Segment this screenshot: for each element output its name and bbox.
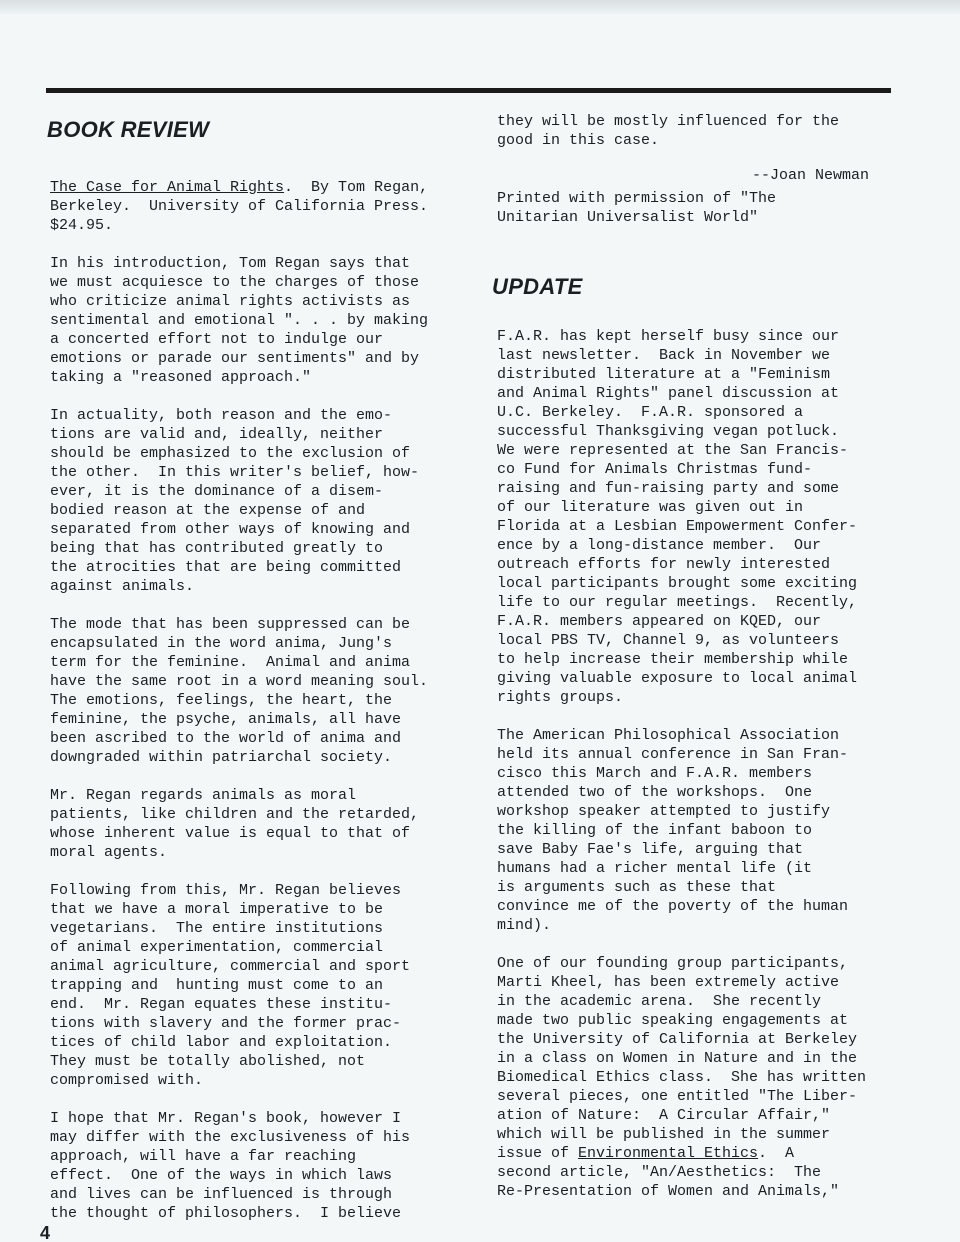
page-top-edge: [0, 0, 960, 14]
review-paragraph: The mode that has been suppressed can be encapsulated in the word anima, Jung's term for the feminine. Animal and anima have the same root in a word meaning soul. The emotions, feelings, the heart, the feminine, the psyche, animals, all have been ascribed to the world of anima and downgraded within patriarchal society.: [50, 616, 429, 766]
review-paragraph: Following from this, Mr. Regan believes that we have a moral imperative to be vegetarians. The entire institutions of animal experimentation, commercial animal agriculture, commercial and sport trapping and hunting must come to an end. Mr. Regan equates these institu- tions with slavery and the former prac- tices of child labor and exploitation. They must be totally abolished, not compromised with.: [50, 882, 411, 1089]
update-text: . A second article, "An/Aesthetics: The Re-Presentation of Women and Animals,": [497, 1145, 840, 1200]
review-paragraph: In his introduction, Tom Regan says that we must acquiesce to the charges of those who criticize animal rights activists as sentimental and emotional ". . . by making a concerted effort not to indulge our emotions or parade our sentiments" and by taking a "reasoned approach.": [50, 255, 429, 386]
book-citation: [50, 178, 460, 235]
update-text: One of our founding group participants, Marti Kheel, has been extremely active in the academic arena. She recently made two public speaking engagements at the University of California at Berkeley in a class on Women in Nature and in the Biomedical Ethics class. She has written several pieces, one entitled "The Liber- ation of Nature: A Circular Affair," which will be published in the summer issue of: [497, 955, 867, 1162]
book-author: . By Tom Regan,: [284, 179, 429, 196]
reprint-permission: Printed with permission of "The Unitarian Universalist World": [497, 190, 777, 226]
book-price: $24.95.: [50, 217, 114, 234]
update-paragraph: The American Philosophical Association held its annual conference in San Fran- cisco this March and F.A.R. members attended two of the workshops. One workshop speaker attempted to justify the killing of the infant baboon to save Baby Fae's life, arguing that humans had a richer mental life (it is arguments such as these that convince me of the poverty of the human mind).: [497, 727, 849, 934]
book-review-heading: BOOK REVIEW: [47, 117, 210, 142]
update-heading: UPDATE: [492, 274, 583, 299]
review-signature: --Joan Newman: [751, 167, 869, 184]
right-column: [492, 112, 897, 1220]
book-title: The Case for Animal Rights: [50, 179, 285, 196]
book-publisher: Berkeley. University of California Press.: [50, 198, 429, 215]
page-number: 4: [40, 1224, 51, 1240]
update-paragraph: [497, 954, 897, 1201]
review-continuation: they will be mostly influenced for the good in this case.: [497, 113, 840, 149]
review-paragraph: I hope that Mr. Regan's book, however I may differ with the exclusiveness of his approach, will have a far reaching effect. One of the ways in which laws and lives can be influenced is through the thought of philosophers. I believe: [50, 1110, 411, 1222]
review-paragraph: Mr. Regan regards animals as moral patients, like children and the retarded, whose inherent value is equal to that of moral agents.: [50, 787, 420, 861]
header-rule: [46, 88, 891, 93]
review-paragraph: In actuality, both reason and the emo- tions are valid and, ideally, neither should be emphasized to the exclusion of the other. In this writer's belief, how- ever, it is the dominance of a disem- bodied reason at the expense of and separated from other ways of knowing and being that has contributed greatly to the atrocities that are being committed against animals.: [50, 407, 420, 595]
update-paragraph: F.A.R. has kept herself busy since our last newsletter. Back in November we distributed literature at a "Feminism and Animal Rights" panel discussion at U.C. Berkeley. F.A.R. sponsored a successful Thanksgiving vegan potluck. We were represented at the San Francis- co Fund for Animals Christmas fund- raising and fun-raising party and some of our literature was given out in Florida at a Lesbian Empowerment Confer- ence by a long-distance member. Our outreach efforts for newly interested local participants brought some exciting life to our regular meetings. Recently, F.A.R. members appeared on KQED, our local PBS TV, Channel 9, as volunteers to help increase their membership while giving valuable exposure to local animal rights groups.: [497, 328, 858, 706]
left-column: [47, 112, 460, 1242]
journal-title: Environmental Ethics: [578, 1145, 759, 1162]
